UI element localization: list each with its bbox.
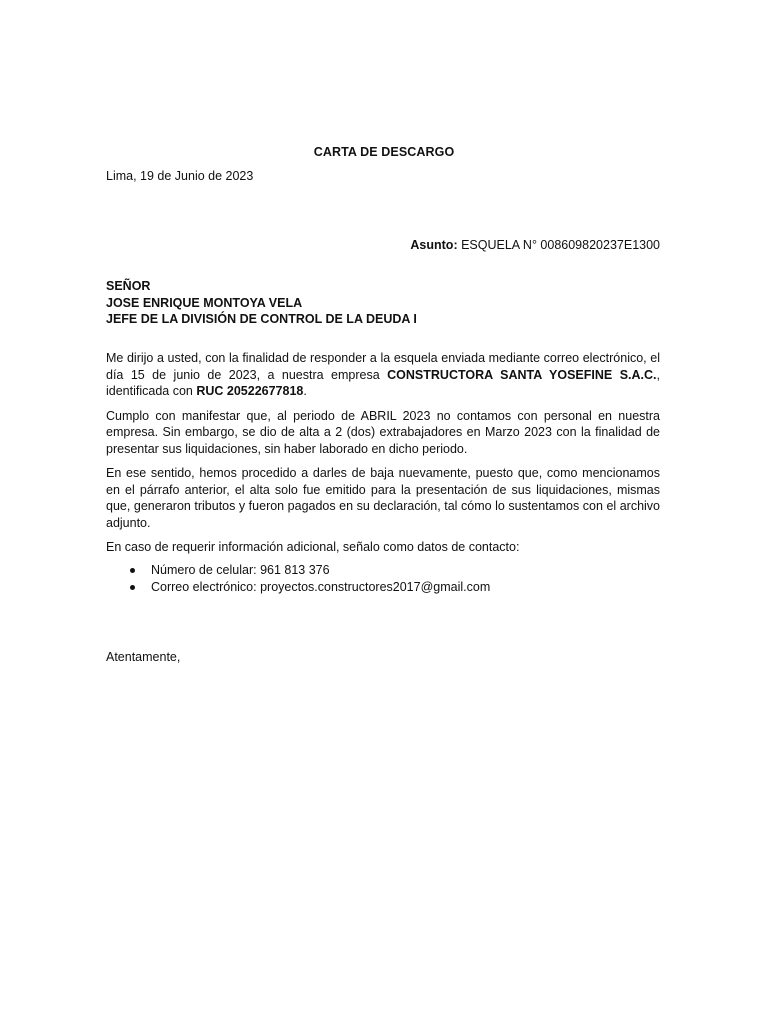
paragraph-intro [106, 350, 660, 400]
paragraph-intro-text: Me dirijo a usted, con la finalidad de responder a la esquela enviada mediante correo electrónico, el día 15 de junio de 2023, a nuestra empresa [106, 351, 660, 382]
bullet-icon [130, 568, 135, 573]
letter-title: CARTA DE DESCARGO [313, 145, 455, 159]
paragraph-intro-text-2: , identificada con [106, 367, 660, 398]
recipient-salutation: SEÑOR [106, 279, 151, 293]
contact-intro: En caso de requerir información adicional, señalo como datos de contacto: [106, 540, 520, 554]
subject-value: ESQUELA N° 008609820237E1300 [461, 238, 660, 252]
subject-label: Asunto: [410, 238, 458, 252]
contact-phone [106, 562, 660, 579]
company-name: CONSTRUCTORA SANTA YOSEFINE S.A.C. [387, 367, 657, 382]
recipient-position: JEFE DE LA DIVISIÓN DE CONTROL DE LA DEUDA I [106, 312, 417, 326]
company-ruc: RUC 20522677818 [196, 384, 304, 398]
contact-email [106, 579, 660, 596]
contact-phone-text: Número de celular: 961 813 376 [151, 562, 330, 577]
paragraph-period: Cumplo con manifestar que, al periodo de ABRIL 2023 no contamos con personal en nuestra empresa. Sin embargo, se dio de alta a 2 (dos) extrabajadores en Marzo 2023 con la finalidad de presentar sus liquidaciones, sin haber laborado en dicho periodo. [106, 408, 660, 456]
paragraph-intro-end: . [303, 384, 307, 398]
contact-email-text: Correo electrónico: proyectos.constructores2017@gmail.com [151, 579, 491, 594]
letter-body [106, 350, 660, 596]
paragraph-explanation: En ese sentido, hemos procedido a darles de baja nuevamente, puesto que, como mencionamos en el párrafo anterior, el alta solo fue emitido para la presentación de sus liquidaciones, mismas que, generaron tributos y fueron pagados en su declaración, tal cómo lo sustentamos con el archivo adjunto. [106, 466, 660, 530]
closing-line: Atentamente, [106, 650, 181, 664]
bullet-icon [130, 585, 135, 590]
recipient-name: JOSE ENRIQUE MONTOYA VELA [106, 295, 303, 310]
contact-list [106, 562, 660, 596]
subject-line [410, 238, 660, 252]
recipient-block [106, 278, 417, 328]
date-line: Lima, 19 de Junio de 2023 [106, 169, 254, 183]
